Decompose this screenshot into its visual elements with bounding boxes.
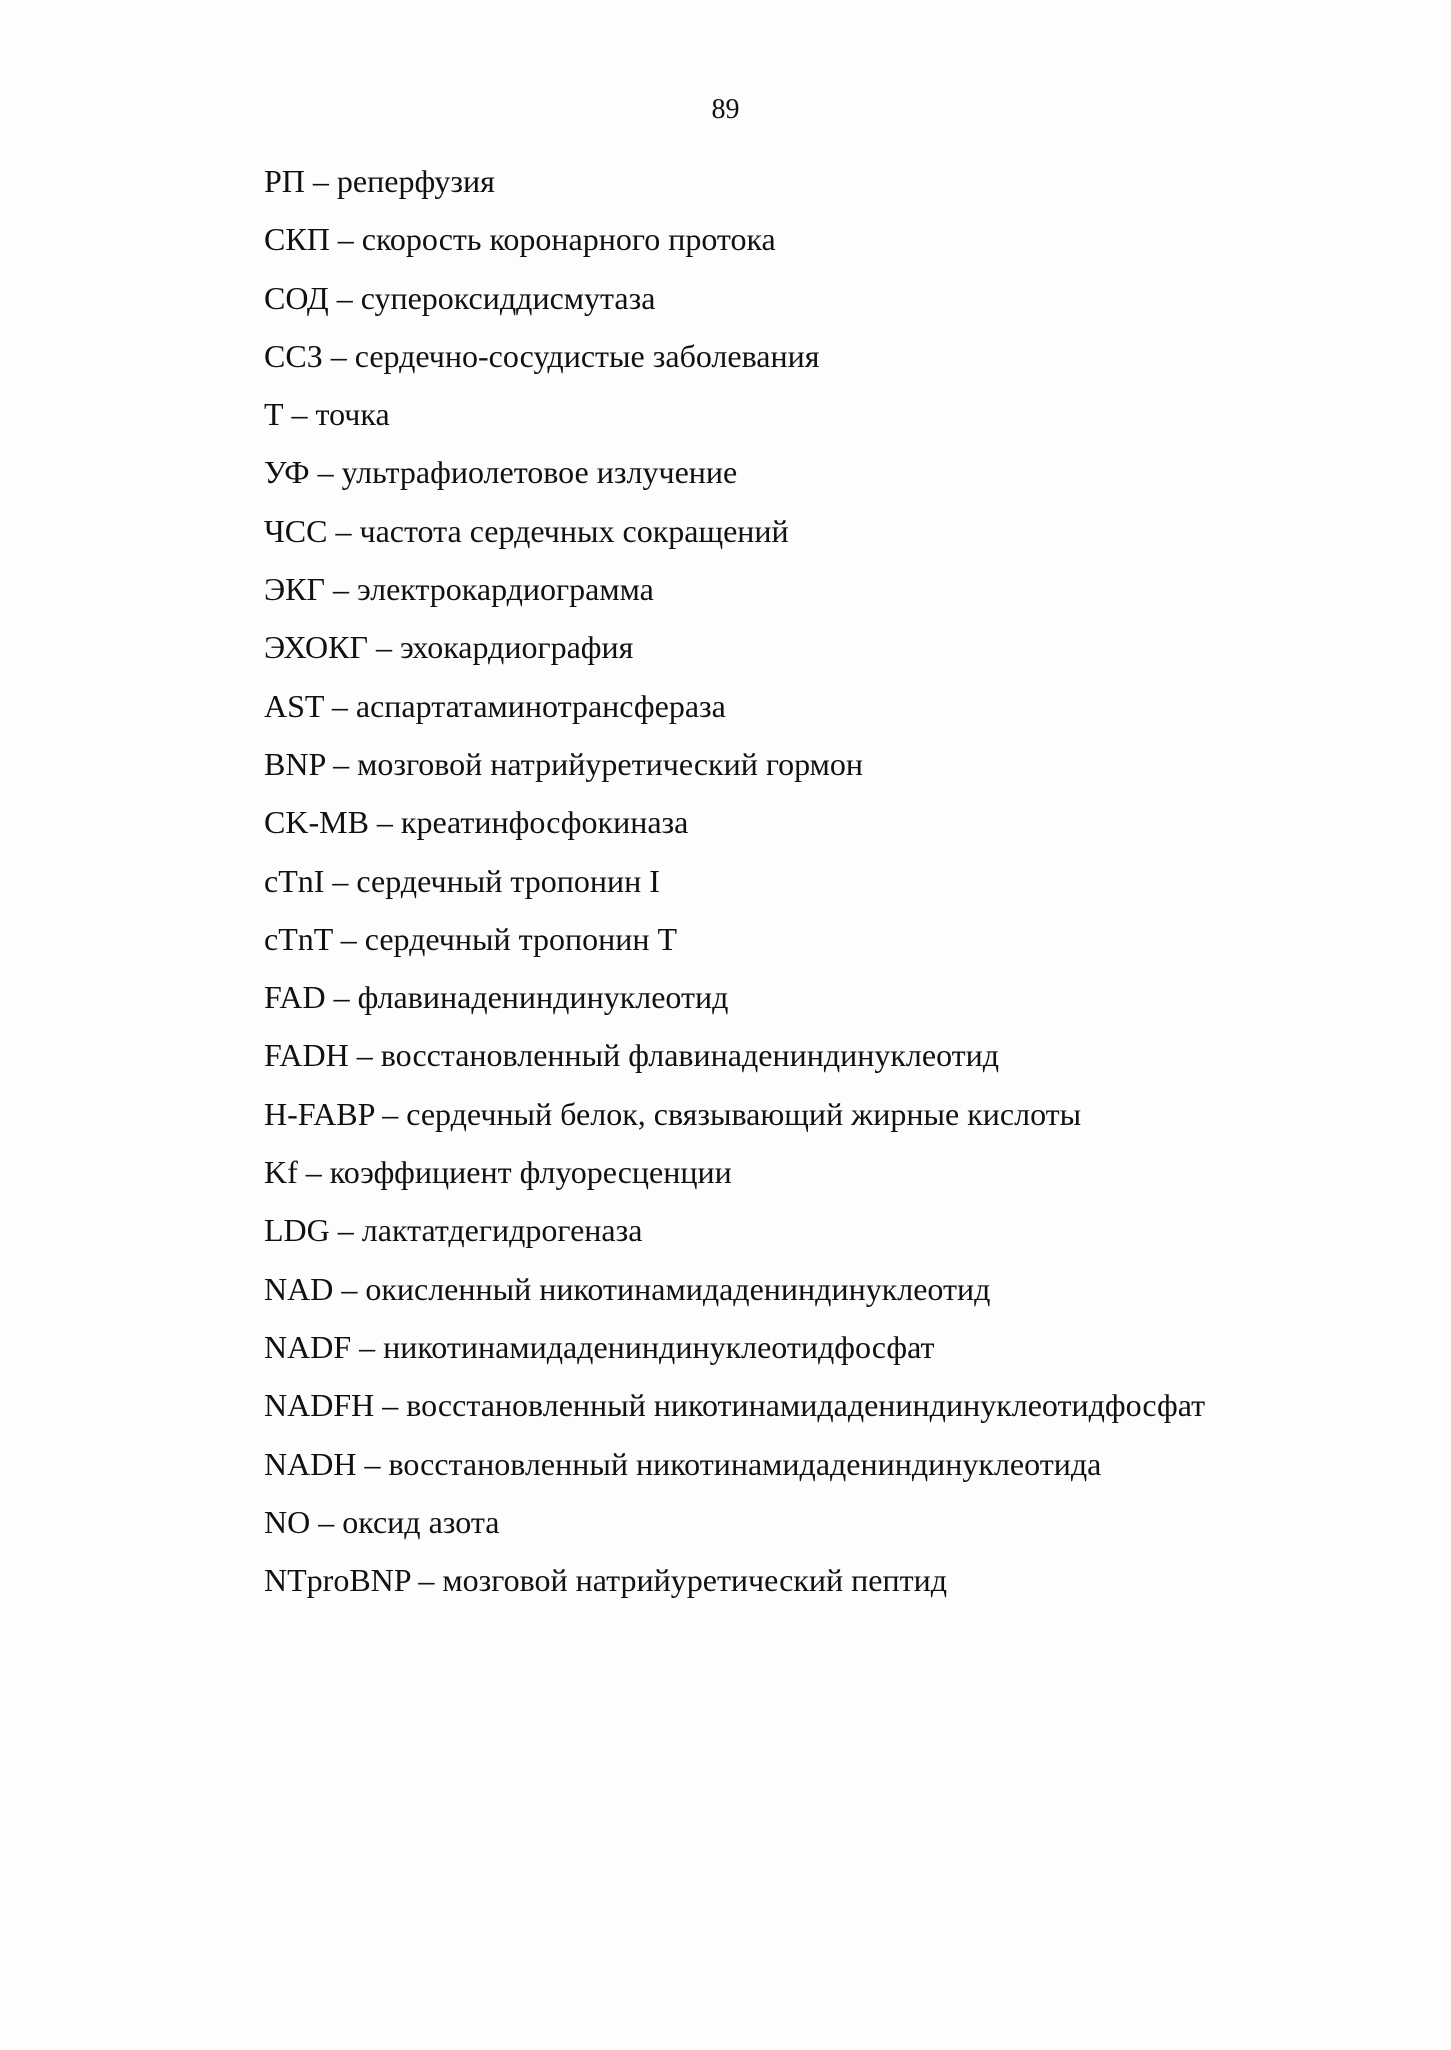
abbreviation-definition: частота сердечных сокращений	[359, 512, 789, 549]
abbreviation-item	[264, 618, 1364, 676]
abbreviation-term: NO	[264, 1503, 311, 1540]
abbreviation-separator: –	[329, 221, 362, 258]
page-number: 89	[711, 94, 740, 125]
abbreviation-separator: –	[327, 512, 360, 549]
abbreviation-term: FADH	[264, 1037, 349, 1074]
abbreviation-term: NADFH	[264, 1387, 375, 1424]
abbreviation-separator: –	[309, 454, 342, 491]
abbreviation-term: LDG	[264, 1212, 330, 1249]
abbreviation-item	[264, 560, 1364, 618]
abbreviation-separator: –	[304, 163, 337, 199]
abbreviation-term: cTnI	[264, 862, 325, 899]
abbreviation-item	[264, 1551, 1364, 1609]
abbreviation-definition: окисленный никотинамидадениндинуклеотид	[365, 1270, 991, 1307]
abbreviation-item	[264, 152, 1364, 210]
abbreviation-separator: –	[297, 1154, 330, 1191]
abbreviation-term: CK-MB	[264, 804, 369, 841]
abbreviation-item	[264, 1026, 1364, 1084]
abbreviation-separator: –	[348, 1037, 381, 1074]
abbreviation-item	[264, 1493, 1364, 1551]
abbreviation-definition: ультрафиолетовое излучение	[341, 454, 738, 491]
abbreviation-separator: –	[351, 1328, 384, 1365]
abbreviation-separator: –	[374, 1095, 407, 1132]
abbreviation-item	[264, 735, 1364, 793]
abbreviation-term: ЧСС	[264, 512, 328, 549]
abbreviation-definition: сердечный тропонин Т	[364, 920, 678, 957]
abbreviation-term: cTnT	[264, 920, 333, 957]
abbreviation-item	[264, 1318, 1364, 1376]
abbreviation-separator: –	[325, 979, 358, 1016]
abbreviation-definition: восстановленный никотинамидадениндинуклеотидфосфат	[406, 1387, 1206, 1424]
abbreviation-separator: –	[367, 629, 400, 666]
abbreviation-definition: флавинадениндинуклеотид	[357, 979, 729, 1016]
abbreviation-term: BNP	[264, 745, 326, 782]
abbreviation-definition: восстановленный флавинадениндинуклеотид	[380, 1037, 1000, 1074]
abbreviation-term: Kf	[264, 1154, 298, 1191]
abbreviation-term: УФ	[264, 454, 310, 491]
abbreviation-term: AST	[264, 687, 324, 724]
abbreviation-separator: –	[324, 571, 357, 608]
abbreviation-item	[264, 502, 1364, 560]
abbreviation-definition: сердечный белок, связывающий жирные кислоты	[406, 1095, 1082, 1132]
abbreviation-separator: –	[324, 862, 357, 899]
abbreviation-definition: реперфузия	[336, 163, 495, 199]
abbreviation-item	[264, 910, 1364, 968]
abbreviation-definition: оксид азота	[342, 1503, 500, 1540]
abbreviation-item	[264, 1435, 1364, 1493]
abbreviation-term: NTproBNP	[264, 1562, 411, 1599]
abbreviation-definition: сердечный тропонин I	[356, 862, 660, 899]
abbreviation-list	[264, 152, 1364, 1609]
abbreviation-item	[264, 968, 1364, 1026]
abbreviation-item	[264, 1201, 1364, 1259]
abbreviation-item	[264, 210, 1364, 268]
abbreviation-item	[264, 385, 1364, 443]
abbreviation-term: NADH	[264, 1445, 357, 1482]
abbreviation-term: FAD	[264, 979, 326, 1016]
abbreviation-separator: –	[410, 1562, 443, 1599]
abbreviation-item	[264, 852, 1364, 910]
abbreviation-definition: мозговой натрийуретический гормон	[357, 745, 864, 782]
abbreviation-term: Т	[264, 396, 284, 433]
abbreviation-definition: сердечно-сосудистые заболевания	[354, 337, 820, 374]
abbreviation-term: NAD	[264, 1270, 334, 1307]
abbreviation-definition: электрокардиограмма	[356, 571, 654, 608]
abbreviation-separator: –	[328, 279, 361, 316]
abbreviation-separator: –	[329, 1212, 362, 1249]
abbreviation-term: ЭКГ	[264, 571, 325, 608]
abbreviation-separator: –	[322, 337, 355, 374]
abbreviation-separator: –	[332, 920, 365, 957]
abbreviation-definition: аспартатаминотрансфераза	[355, 687, 726, 724]
abbreviation-item	[264, 1143, 1364, 1201]
abbreviation-item	[264, 677, 1364, 735]
abbreviation-term: РП	[264, 163, 305, 199]
abbreviation-definition: коэффициент флуоресценции	[329, 1154, 732, 1191]
abbreviation-definition: креатинфосфокиназа	[400, 804, 689, 841]
abbreviation-item	[264, 1376, 1364, 1434]
abbreviation-term: H-FABP	[264, 1095, 375, 1132]
abbreviation-item	[264, 327, 1364, 385]
abbreviation-term: ССЗ	[264, 337, 323, 374]
abbreviation-separator: –	[283, 396, 316, 433]
abbreviation-definition: лактатдегидрогеназа	[361, 1212, 643, 1249]
abbreviation-term: СКП	[264, 221, 330, 258]
abbreviation-term: ЭХОКГ	[264, 629, 368, 666]
abbreviation-definition: точка	[315, 396, 390, 433]
abbreviation-term: NADF	[264, 1328, 352, 1365]
abbreviation-definition: никотинамидадениндинуклеотидфосфат	[383, 1328, 935, 1365]
abbreviation-definition: супероксиддисмутаза	[360, 279, 656, 316]
abbreviation-term: СОД	[264, 279, 329, 316]
abbreviation-separator: –	[310, 1503, 343, 1540]
abbreviation-definition: эхокардиография	[399, 629, 634, 666]
abbreviation-separator: –	[368, 804, 401, 841]
abbreviation-item	[264, 269, 1364, 327]
abbreviation-item	[264, 1260, 1364, 1318]
abbreviation-item	[264, 443, 1364, 501]
abbreviation-definition: скорость коронарного протока	[361, 221, 776, 258]
abbreviation-definition: мозговой натрийуретический пептид	[442, 1562, 947, 1599]
abbreviation-definition: восстановленный никотинамидадениндинуклеотида	[388, 1445, 1102, 1482]
abbreviation-separator: –	[325, 745, 358, 782]
abbreviation-separator: –	[374, 1387, 407, 1424]
abbreviation-item	[264, 793, 1364, 851]
abbreviation-separator: –	[323, 687, 356, 724]
abbreviation-separator: –	[356, 1445, 389, 1482]
abbreviation-separator: –	[333, 1270, 366, 1307]
abbreviation-item	[264, 1085, 1364, 1143]
